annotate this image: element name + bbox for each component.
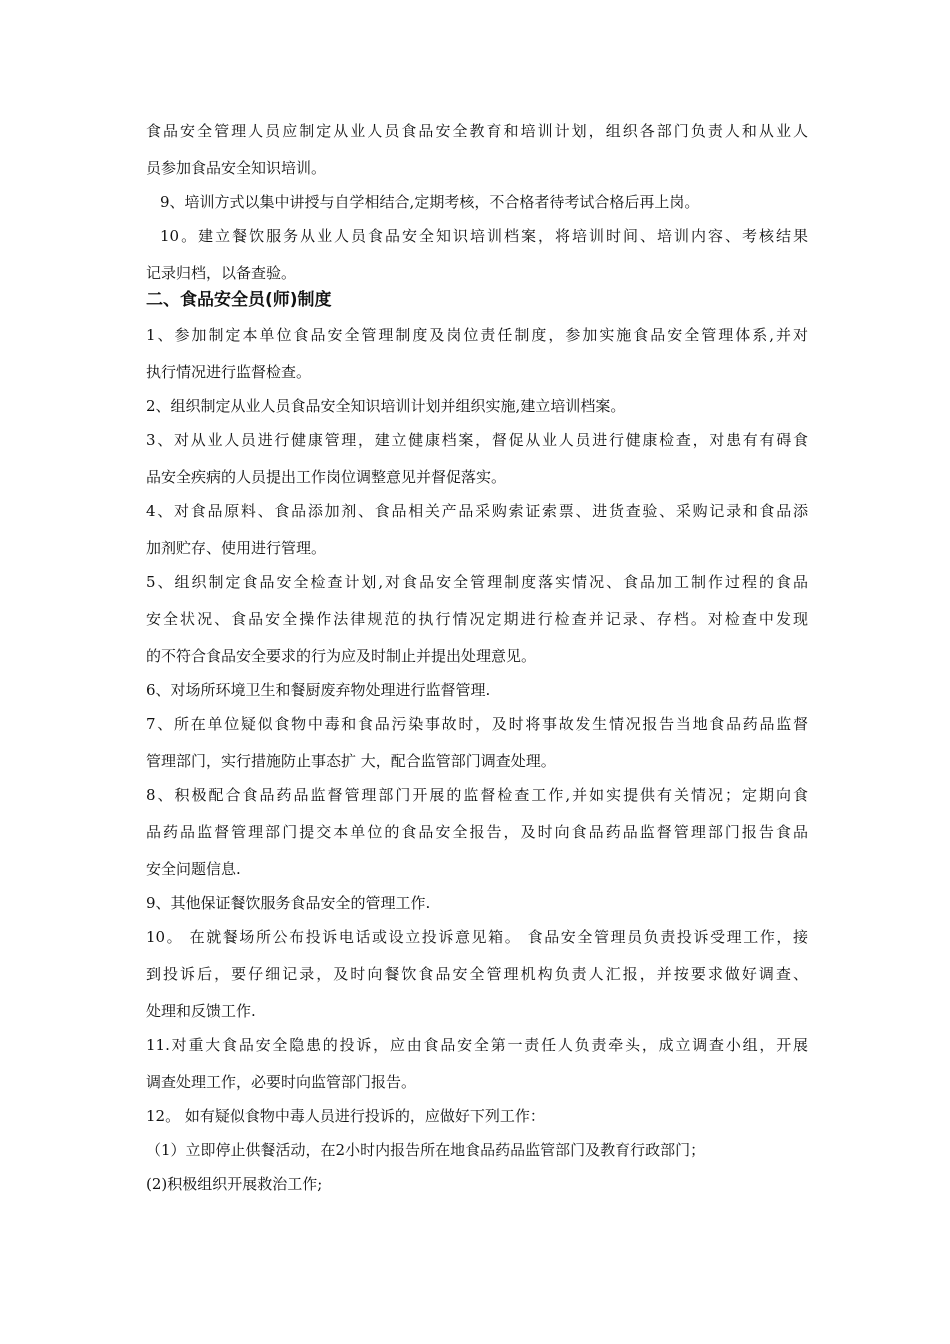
item-12: 12。 如有疑似食物中毒人员进行投诉的，应做好下列工作： xyxy=(146,1107,545,1125)
intro-item-9: 9、培训方式以集中讲授与自学相结合,定期考核，不合格者待考试合格后再上岗。 xyxy=(160,193,700,211)
item-10-line-3: 处理和反馈工作. xyxy=(146,1002,256,1020)
item-7-line-1: 7、所在单位疑似食物中毒和食品污染事故时，及时将事故发生情况报告当地食品药品监督 xyxy=(146,715,808,733)
item-10-line-2: 到投诉后，要仔细记录，及时向餐饮食品安全管理机构负责人汇报，并按要求做好调查、 xyxy=(146,965,808,983)
item-5-line-2: 安全状况、食品安全操作法律规范的执行情况定期进行检查并记录、存档。对检查中发现 xyxy=(146,610,808,628)
item-2: 2、组织制定从业人员食品安全知识培训计划并组织实施,建立培训档案。 xyxy=(146,397,626,415)
item-4-line-1: 4、对食品原料、食品添加剂、食品相关产品采购索证索票、进货查验、采购记录和食品添 xyxy=(146,502,808,520)
item-11-line-2: 调查处理工作，必要时向监管部门报告。 xyxy=(146,1073,417,1091)
item-6: 6、对场所环境卫生和餐厨废弃物处理进行监督管理. xyxy=(146,681,491,699)
item-7-line-2: 管理部门，实行措施防止事态扩 大，配合监管部门调查处理。 xyxy=(146,752,556,770)
item-5-line-1: 5、组织制定食品安全检查计划,对食品安全管理制度落实情况、食品加工制作过程的食品 xyxy=(146,573,808,591)
sub-item-1: （1）立即停止供餐活动，在2小时内报告所在地食品药品监管部门及教育行政部门； xyxy=(146,1141,706,1159)
intro-item-10-line-2: 记录归档，以备查验。 xyxy=(146,264,297,282)
item-9: 9、其他保证餐饮服务食品安全的管理工作. xyxy=(146,894,431,912)
item-8-line-1: 8、积极配合食品药品监督管理部门开展的监督检查工作,并如实提供有关情况；定期向食 xyxy=(146,786,808,804)
item-10-line-1: 10。 在就餐场所公布投诉电话或设立投诉意见箱。 食品安全管理员负责投诉受理工作，接 xyxy=(146,928,808,946)
item-5-line-3: 的不符合食品安全要求的行为应及时制止并提出处理意见。 xyxy=(146,647,537,665)
item-1-line-1: 1、参加制定本单位食品安全管理制度及岗位责任制度，参加实施食品安全管理体系,并对 xyxy=(146,326,808,344)
item-8-line-2: 品药品监督管理部门提交本单位的食品安全报告，及时向食品药品监督管理部门报告食品 xyxy=(146,823,808,841)
item-3-line-1: 3、对从业人员进行健康管理，建立健康档案，督促从业人员进行健康检查，对患有有碍食 xyxy=(146,431,808,449)
section-heading: 二、食品安全员(师)制度 xyxy=(146,290,332,310)
item-1-line-2: 执行情况进行监督检查。 xyxy=(146,363,312,381)
item-8-line-3: 安全问题信息. xyxy=(146,860,241,878)
intro-line-2: 员参加食品安全知识培训。 xyxy=(146,159,327,177)
item-4-line-2: 加剂贮存、使用进行管理。 xyxy=(146,539,327,557)
sub-item-2: (2)积极组织开展救治工作; xyxy=(146,1175,323,1193)
intro-item-10-line-1: 10。建立餐饮服务从业人员食品安全知识培训档案，将培训时间、培训内容、考核结果 xyxy=(160,227,808,245)
document-page xyxy=(146,122,808,1194)
intro-line-1: 食品安全管理人员应制定从业人员食品安全教育和培训计划，组织各部门负责人和从业人 xyxy=(146,122,808,140)
item-3-line-2: 品安全疾病的人员提出工作岗位调整意见并督促落实。 xyxy=(146,468,507,486)
item-11-line-1: 11.对重大食品安全隐患的投诉，应由食品安全第一责任人负责牵头，成立调查小组，开展 xyxy=(146,1036,808,1054)
